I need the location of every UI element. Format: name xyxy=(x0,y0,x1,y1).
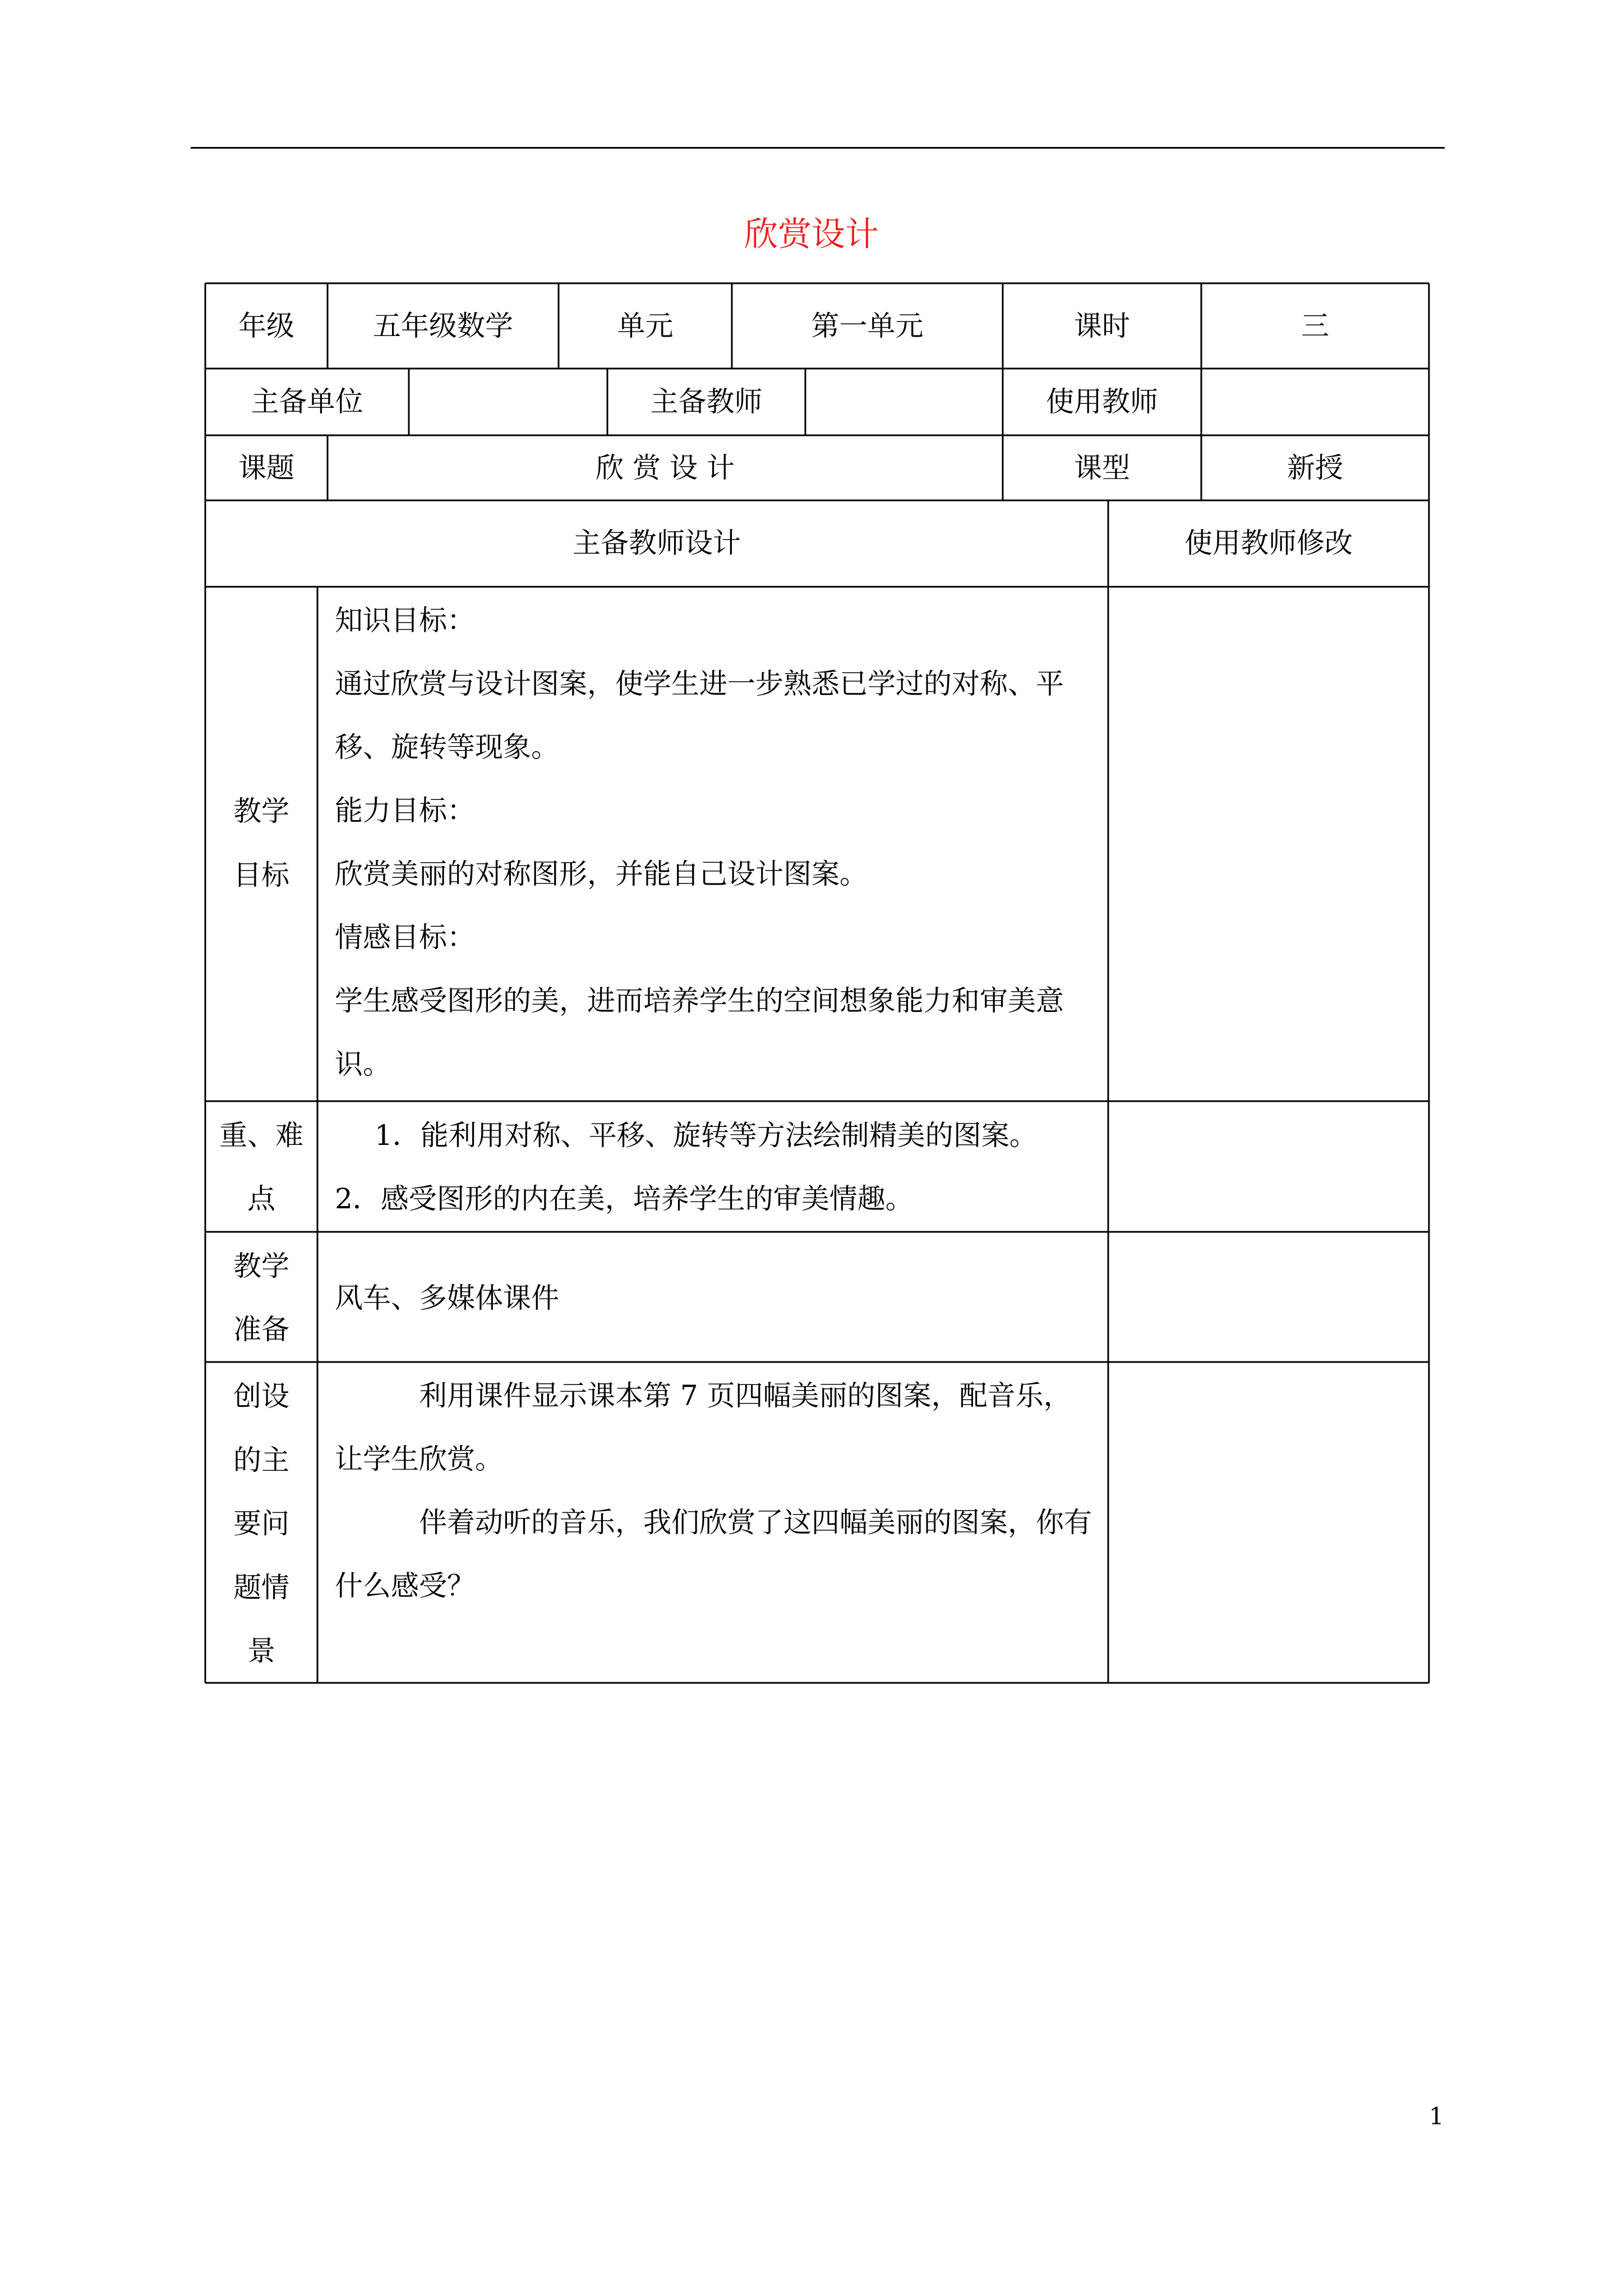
scenario-label-line3: 要问 xyxy=(233,1507,289,1540)
scenario-label-line1: 创设 xyxy=(233,1380,289,1412)
grade-value: 五年级数学 xyxy=(373,310,513,342)
key-points-label-line1: 重、难 xyxy=(219,1119,303,1152)
unit-value: 第一单元 xyxy=(811,310,924,342)
topic-label: 课题 xyxy=(238,452,294,484)
period-label: 课时 xyxy=(1074,310,1130,342)
unit-label: 单元 xyxy=(617,310,674,342)
preparation-label-line1: 教学 xyxy=(233,1250,289,1282)
goals-label-line2: 目标 xyxy=(233,859,289,891)
goals-content xyxy=(335,589,1098,1096)
key-point-1: 1．能利用对称、平移、旋转等方法绘制精美的图案。 xyxy=(375,1119,1038,1152)
design-header: 主备教师设计 xyxy=(573,527,741,559)
period-value: 三 xyxy=(1301,310,1329,342)
topic-value: 欣 赏 设 计 xyxy=(596,452,735,484)
knowledge-goal-text: 通过欣赏与设计图案，使学生进一步熟悉已学过的对称、平移、旋转等现象。 xyxy=(335,668,1064,763)
user-teacher-label: 使用教师 xyxy=(1046,385,1158,418)
emotion-goal-text: 学生感受图形的美，进而培养学生的空间想象能力和审美意识。 xyxy=(335,984,1064,1080)
revision-header: 使用教师修改 xyxy=(1184,527,1353,559)
scenario-paragraph-2: 伴着动听的音乐，我们欣赏了这四幅美丽的图案，你有什么感受？ xyxy=(335,1506,1092,1602)
preparation-label-line2: 准备 xyxy=(233,1313,289,1346)
emotion-goal-title: 情感目标： xyxy=(335,921,475,954)
ability-goal-text: 欣赏美丽的对称图形，并能自己设计图案。 xyxy=(335,858,868,890)
scenario-content xyxy=(335,1364,1098,1618)
page-title: 欣赏设计 xyxy=(744,215,879,254)
preparation-text: 风车、多媒体课件 xyxy=(335,1282,559,1314)
lead-teacher-label: 主备教师 xyxy=(650,385,763,418)
scenario-paragraph-1: 利用课件显示课本第 7 页四幅美丽的图案，配音乐，让学生欣赏。 xyxy=(335,1379,1072,1475)
goals-label-line1: 教学 xyxy=(233,795,289,827)
key-point-2: 2．感受图形的内在美，培养学生的审美情趣。 xyxy=(335,1182,914,1215)
grade-label: 年级 xyxy=(238,310,294,342)
scenario-label-line4: 题情 xyxy=(233,1571,289,1604)
knowledge-goal-title: 知识目标： xyxy=(335,604,475,637)
page-number: 1 xyxy=(1429,2102,1444,2130)
key-points-label-line2: 点 xyxy=(247,1182,275,1215)
lead-unit-label: 主备单位 xyxy=(251,385,363,418)
scenario-label-line2: 的主 xyxy=(233,1444,289,1476)
scenario-label-line5: 景 xyxy=(247,1635,275,1667)
ability-goal-title: 能力目标： xyxy=(335,794,475,827)
type-value: 新授 xyxy=(1287,452,1343,484)
type-label: 课型 xyxy=(1074,452,1130,484)
